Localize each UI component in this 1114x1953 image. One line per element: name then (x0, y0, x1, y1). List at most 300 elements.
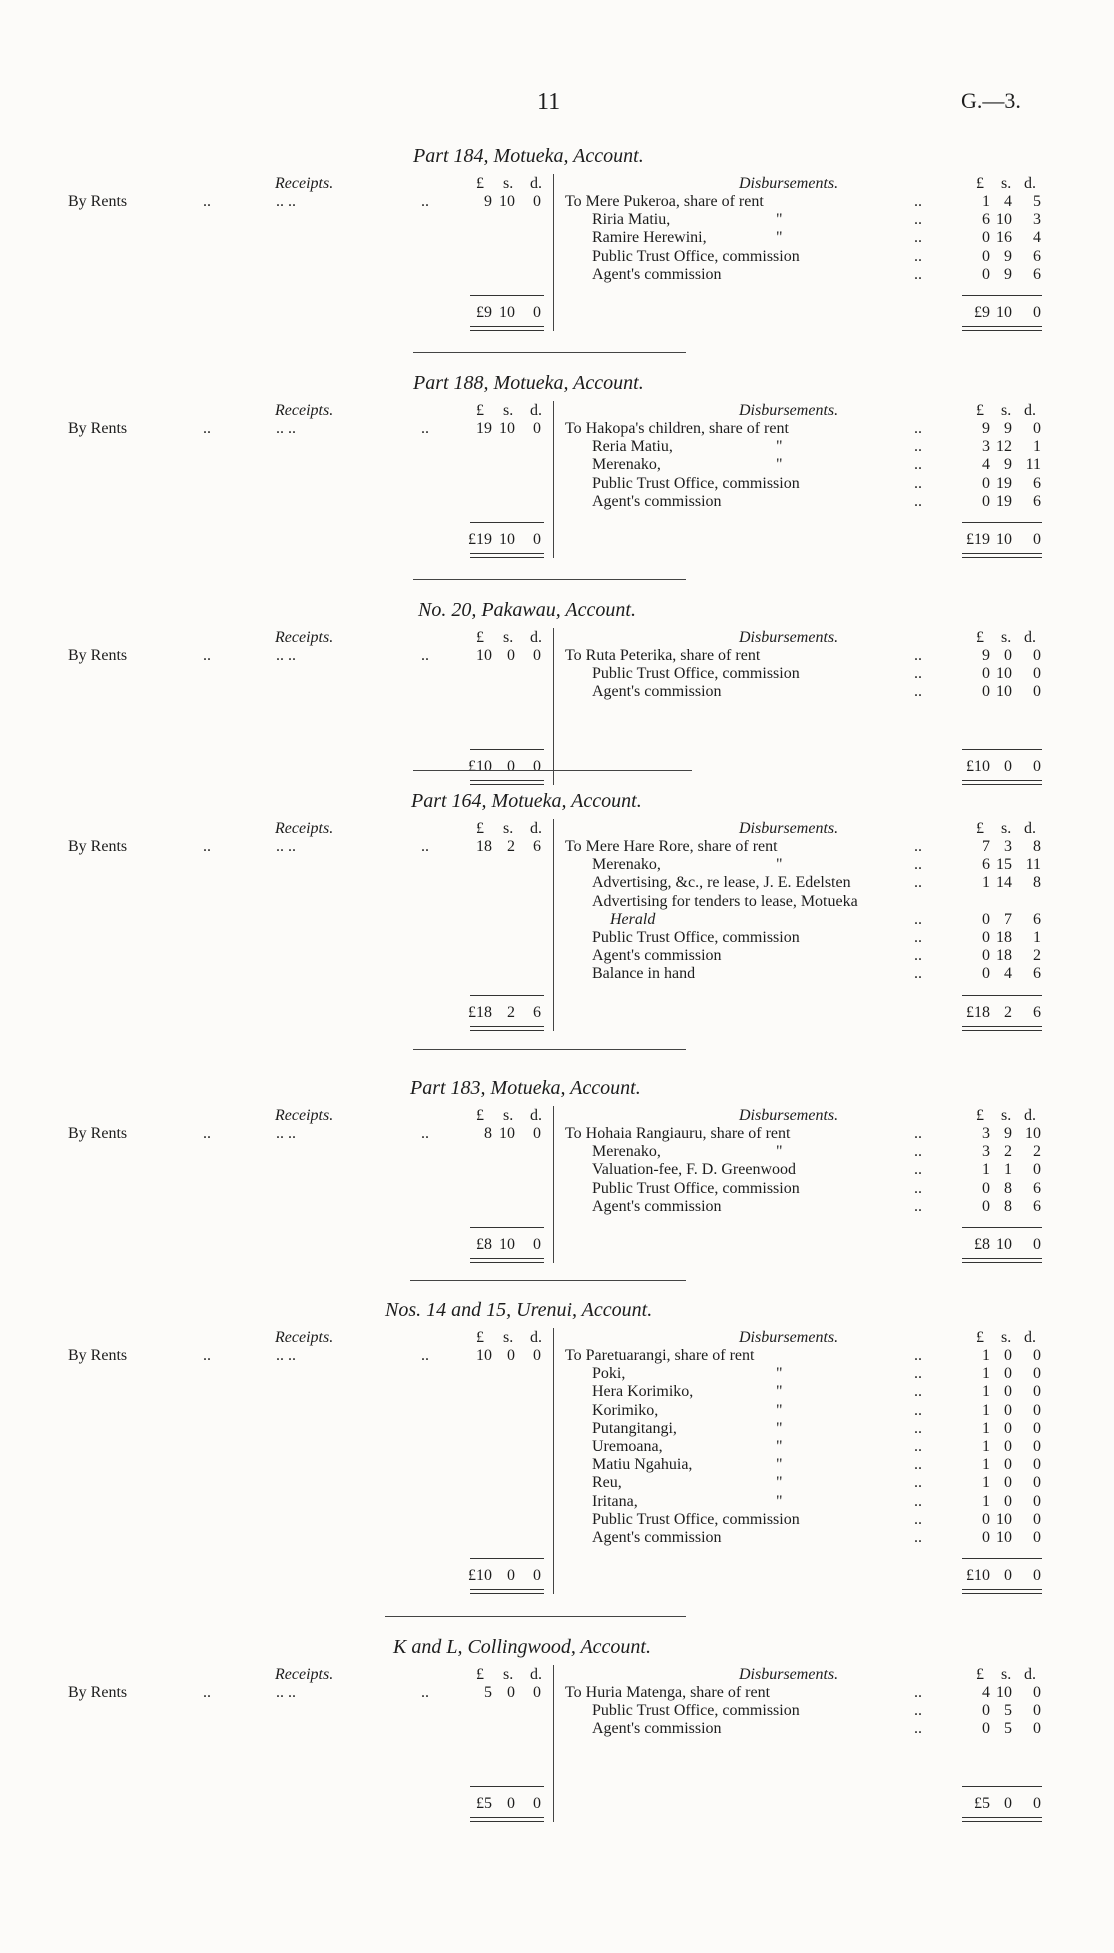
disb-pence: 0 (1033, 665, 1041, 683)
leader-dots: .. (914, 1401, 922, 1419)
disb-pence: 6 (1033, 965, 1041, 983)
sum-rule (962, 1786, 1042, 1787)
disbursement-text: Riria Matiu, (592, 211, 671, 229)
disb-pounds: 0 (982, 492, 990, 510)
disb-shilling-header: s. (1001, 402, 1012, 419)
disbursement-text: To Huria Matenga, share of rent (565, 1684, 771, 1701)
sum-rule (470, 995, 544, 996)
account-title: Part 184, Motueka, Account. (413, 145, 644, 167)
disb-shillings: 9 (1004, 420, 1012, 437)
sum-rule (470, 749, 544, 750)
receipts-header: Receipts. (275, 175, 334, 192)
disb-pound-header: £ (976, 1666, 984, 1683)
disb-pence-header: d. (1024, 175, 1036, 192)
disb-pounds: 0 (982, 683, 990, 701)
total-double-rule (470, 1258, 544, 1263)
disbursement-text: Putangitangi, (592, 1419, 677, 1437)
receipt-pence-header: d. (530, 1107, 542, 1124)
leader-dots: .. .. (276, 647, 296, 664)
receipts-header: Receipts. (275, 820, 334, 837)
disbursement-text: Poki, (592, 1365, 626, 1383)
disb-total-pence: 0 (1033, 1795, 1041, 1812)
disb-shillings: 16 (996, 229, 1012, 247)
receipt-pounds: 9 (484, 193, 492, 210)
receipt-shilling-header: s. (503, 629, 514, 646)
disb-pound-header: £ (976, 175, 984, 192)
disb-shillings: 4 (1004, 965, 1012, 983)
ditto-mark: " (776, 229, 783, 247)
disb-pence-header: d. (1024, 1666, 1036, 1683)
disb-shillings: 4 (1004, 193, 1012, 210)
disbursement-text: Reu, (592, 1474, 622, 1492)
disb-pence: 0 (1033, 1492, 1041, 1510)
disbursement-text: To Mere Pukeroa, share of rent (565, 193, 764, 210)
leader-dots: .. (914, 1419, 922, 1437)
disb-shilling-header: s. (1001, 1329, 1012, 1346)
receipt-total-pence: 6 (533, 1003, 541, 1021)
disb-pounds: 0 (982, 910, 990, 928)
column-divider (553, 819, 554, 1031)
disb-pounds: 0 (982, 1720, 990, 1738)
sum-rule (962, 295, 1042, 296)
disb-pounds: 3 (982, 438, 990, 456)
disb-pounds: 0 (982, 1529, 990, 1546)
account-separator (413, 1049, 686, 1050)
disb-pence: 2 (1033, 1143, 1041, 1161)
disbursements-header: Disbursements. (739, 1107, 839, 1124)
leader-dots: .. (914, 965, 922, 983)
leader-dots: .. (914, 1197, 922, 1215)
disb-total-pence: 0 (1033, 1567, 1041, 1585)
receipt-pound-header: £ (476, 820, 484, 837)
receipt-total-pounds: £10 (468, 1567, 492, 1585)
leader-dots: .. (914, 1179, 922, 1197)
ditto-mark: " (776, 1365, 783, 1383)
total-double-rule (470, 1817, 544, 1822)
receipt-total-pounds: £18 (468, 1003, 492, 1021)
disbursements-header: Disbursements. (739, 1329, 839, 1346)
disb-shillings: 0 (1004, 1365, 1012, 1383)
receipt-pence-header: d. (530, 1329, 542, 1346)
receipt-pence-header: d. (530, 1666, 542, 1683)
disb-shillings: 19 (996, 492, 1012, 510)
disb-pounds: 0 (982, 1702, 990, 1720)
receipt-label: By Rents (68, 193, 128, 210)
column-divider (553, 401, 554, 558)
disb-pounds: 0 (982, 265, 990, 283)
leader-dots: .. (914, 438, 922, 456)
disb-pence: 6 (1033, 1197, 1041, 1215)
disbursements-header: Disbursements. (739, 629, 839, 646)
disb-pounds: 1 (982, 874, 990, 892)
receipt-pence-header: d. (530, 402, 542, 419)
leader-dots: .. (914, 247, 922, 265)
disbursement-text: Public Trust Office, commission (592, 1179, 800, 1197)
disb-shillings: 8 (1004, 1197, 1012, 1215)
disb-pounds: 0 (982, 1179, 990, 1197)
receipt-pence: 0 (533, 1125, 541, 1142)
disb-shillings: 9 (1004, 1125, 1012, 1142)
disb-pounds: 9 (982, 420, 990, 437)
receipts-header: Receipts. (275, 1107, 334, 1124)
disb-pence: 6 (1033, 265, 1041, 283)
disb-pence: 0 (1033, 683, 1041, 701)
disb-shilling-header: s. (1001, 1107, 1012, 1124)
account-title: K and L, Collingwood, Account. (393, 1636, 651, 1658)
disb-pounds: 1 (982, 1401, 990, 1419)
disb-shillings: 10 (996, 683, 1012, 701)
leader-dots: .. (914, 1702, 922, 1720)
disb-pound-header: £ (976, 1329, 984, 1346)
disb-total-shillings: 10 (996, 531, 1012, 548)
disb-shillings: 3 (1004, 838, 1012, 855)
leader-dots: .. (914, 211, 922, 229)
disb-pence: 0 (1033, 1529, 1041, 1546)
receipt-shillings: 10 (499, 193, 515, 210)
disbursement-text: Iritana, (592, 1492, 638, 1510)
disbursement-text-continued: Advertising for tenders to lease, Motueka (592, 892, 858, 910)
receipt-total-shillings: 0 (507, 758, 515, 775)
leader-dots: .. (914, 1383, 922, 1401)
disb-total-pence: 0 (1033, 1236, 1041, 1253)
disb-pence: 11 (1025, 456, 1041, 474)
disb-total-shillings: 0 (1004, 758, 1012, 775)
leader-dots: .. (203, 420, 211, 437)
disb-pence: 0 (1033, 647, 1041, 664)
receipt-total-pounds: £8 (476, 1236, 492, 1253)
leader-dots: .. (914, 665, 922, 683)
disb-pounds: 1 (982, 1492, 990, 1510)
disb-shillings: 0 (1004, 647, 1012, 664)
receipt-pound-header: £ (476, 175, 484, 192)
disb-shillings: 10 (996, 1510, 1012, 1528)
disb-pence: 6 (1033, 1179, 1041, 1197)
disb-pounds: 1 (982, 1383, 990, 1401)
disb-pounds: 1 (982, 193, 990, 210)
receipt-shilling-header: s. (503, 175, 514, 192)
leader-dots: .. .. (276, 1347, 296, 1364)
disbursement-text: Public Trust Office, commission (592, 474, 800, 492)
disb-shillings: 0 (1004, 1492, 1012, 1510)
disb-pence: 0 (1033, 1456, 1041, 1474)
receipts-header: Receipts. (275, 402, 334, 419)
disb-total-pounds: £8 (974, 1236, 990, 1253)
leader-dots: .. (914, 1684, 922, 1701)
disb-pounds: 3 (982, 1143, 990, 1161)
leader-dots: .. (914, 1456, 922, 1474)
disb-pence: 1 (1033, 438, 1041, 456)
receipt-shillings: 10 (499, 420, 515, 437)
account-title: Nos. 14 and 15, Urenui, Account. (385, 1299, 653, 1321)
disb-shillings: 0 (1004, 1474, 1012, 1492)
disb-shillings: 9 (1004, 247, 1012, 265)
disb-pounds: 0 (982, 665, 990, 683)
leader-dots: .. (203, 647, 211, 664)
ditto-mark: " (776, 1419, 783, 1437)
leader-dots: .. (421, 647, 429, 664)
disb-pounds: 4 (982, 1684, 990, 1701)
sum-rule (962, 1227, 1042, 1228)
disb-pounds: 0 (982, 929, 990, 946)
column-divider (553, 1106, 554, 1263)
disbursement-text: Valuation-fee, F. D. Greenwood (592, 1161, 796, 1179)
receipt-total-pounds: £19 (468, 531, 492, 548)
disb-shillings: 5 (1004, 1702, 1012, 1720)
disbursement-text: Agent's commission (592, 1720, 722, 1738)
disb-pence: 6 (1033, 474, 1041, 492)
disb-pence: 0 (1033, 1474, 1041, 1492)
receipt-shillings: 0 (507, 647, 515, 664)
receipt-total-shillings: 2 (507, 1003, 515, 1021)
sum-rule (470, 1786, 544, 1787)
sum-rule (470, 295, 544, 296)
disb-pence: 2 (1033, 947, 1041, 965)
disb-pence: 6 (1033, 247, 1041, 265)
disb-total-pence: 0 (1033, 304, 1041, 321)
disb-pence: 8 (1033, 838, 1041, 855)
disb-pounds: 1 (982, 1419, 990, 1437)
disb-pence: 0 (1033, 1365, 1041, 1383)
receipt-pound-header: £ (476, 1107, 484, 1124)
disb-pence: 0 (1033, 1401, 1041, 1419)
account-title: Part 164, Motueka, Account. (411, 790, 642, 812)
disb-shillings: 18 (996, 929, 1012, 946)
column-divider (553, 628, 554, 785)
receipt-pound-header: £ (476, 402, 484, 419)
receipt-label: By Rents (68, 420, 128, 437)
receipt-pence: 0 (533, 647, 541, 664)
receipt-shillings: 2 (507, 838, 515, 855)
disb-pence: 0 (1033, 1702, 1041, 1720)
disb-shillings: 2 (1004, 1143, 1012, 1161)
leader-dots: .. (914, 1474, 922, 1492)
disb-total-pounds: £9 (974, 304, 990, 321)
disbursements-header: Disbursements. (739, 402, 839, 419)
disb-pounds: 9 (982, 647, 990, 664)
disb-pounds: 1 (982, 1456, 990, 1474)
leader-dots: .. (914, 265, 922, 283)
disb-pence-header: d. (1024, 820, 1036, 837)
total-double-rule (962, 1026, 1042, 1031)
disb-pence: 5 (1033, 193, 1041, 210)
receipt-pence: 0 (533, 1347, 541, 1364)
receipt-total-pence: 0 (533, 1795, 541, 1812)
leader-dots: .. (203, 1125, 211, 1142)
receipt-pence: 6 (533, 838, 541, 855)
disb-shillings: 9 (1004, 265, 1012, 283)
receipts-header: Receipts. (275, 1329, 334, 1346)
receipt-total-pence: 0 (533, 1236, 541, 1253)
ditto-mark: " (776, 1492, 783, 1510)
leader-dots: .. (914, 910, 922, 928)
disb-pounds: 0 (982, 1197, 990, 1215)
disb-pounds: 4 (982, 456, 990, 474)
receipt-total-pounds: £5 (476, 1795, 492, 1812)
leader-dots: .. (203, 1347, 211, 1364)
disbursement-text: Ramire Herewini, (592, 229, 707, 247)
receipts-header: Receipts. (275, 629, 334, 646)
leader-dots: .. (914, 492, 922, 510)
disbursement-text: Advertising, &c., re lease, J. E. Edelsten (592, 874, 851, 892)
disb-shillings: 15 (996, 856, 1012, 874)
disb-total-shillings: 2 (1004, 1003, 1012, 1021)
disbursement-text: Public Trust Office, commission (592, 247, 800, 265)
disb-pounds: 7 (982, 838, 990, 855)
leader-dots: .. (914, 456, 922, 474)
disb-shillings: 8 (1004, 1179, 1012, 1197)
ditto-mark: " (776, 211, 783, 229)
disb-pence: 0 (1033, 1383, 1041, 1401)
disb-shillings: 10 (996, 665, 1012, 683)
leader-dots: .. (914, 1365, 922, 1383)
disbursement-text: Korimiko, (592, 1401, 659, 1419)
total-double-rule (962, 780, 1042, 785)
disb-shillings: 9 (1004, 456, 1012, 474)
receipt-pound-header: £ (476, 1329, 484, 1346)
leader-dots: .. (914, 838, 922, 855)
receipt-total-pence: 0 (533, 758, 541, 775)
disb-shilling-header: s. (1001, 175, 1012, 192)
ditto-mark: " (776, 1474, 783, 1492)
receipt-pounds: 10 (476, 647, 492, 664)
disb-total-pounds: £10 (966, 1567, 990, 1585)
disb-pence: 6 (1033, 492, 1041, 510)
disb-shillings: 10 (996, 1529, 1012, 1546)
disb-pence: 0 (1033, 1438, 1041, 1455)
page-number: 11 (537, 89, 561, 115)
disbursement-text: Agent's commission (592, 492, 722, 510)
disbursement-text: To Hohaia Rangiauru, share of rent (565, 1125, 791, 1142)
total-double-rule (962, 1589, 1042, 1594)
receipt-label: By Rents (68, 1125, 128, 1142)
disb-shillings: 0 (1004, 1401, 1012, 1419)
disb-pence: 0 (1033, 1347, 1041, 1364)
disbursement-text: Merenako, (592, 1143, 661, 1161)
disb-shillings: 14 (996, 874, 1012, 892)
disbursements-header: Disbursements. (739, 175, 839, 192)
disb-total-pence: 0 (1033, 758, 1041, 775)
receipt-total-shillings: 0 (507, 1567, 515, 1585)
ditto-mark: " (776, 1383, 783, 1401)
leader-dots: .. (203, 193, 211, 210)
disb-shillings: 10 (996, 1684, 1012, 1701)
account-separator (413, 770, 692, 771)
disbursement-text: Agent's commission (592, 1529, 722, 1546)
receipt-label: By Rents (68, 647, 128, 664)
disb-pence: 8 (1033, 874, 1041, 892)
disb-shillings: 10 (996, 211, 1012, 229)
disbursement-text: Uremoana, (592, 1438, 663, 1455)
receipt-label: By Rents (68, 1684, 128, 1701)
disbursement-text: Public Trust Office, commission (592, 1510, 800, 1528)
ditto-mark: " (776, 1143, 783, 1161)
account-title: No. 20, Pakawau, Account. (418, 599, 636, 621)
disb-shillings: 0 (1004, 1383, 1012, 1401)
receipt-pound-header: £ (476, 1666, 484, 1683)
leader-dots: .. (914, 193, 922, 210)
receipt-total-pence: 0 (533, 531, 541, 548)
disb-total-shillings: 0 (1004, 1795, 1012, 1812)
receipt-total-shillings: 10 (499, 531, 515, 548)
receipt-shilling-header: s. (503, 820, 514, 837)
receipt-label: By Rents (68, 1347, 128, 1364)
disb-total-pence: 6 (1033, 1003, 1041, 1021)
leader-dots: .. .. (276, 193, 296, 210)
receipt-total-pounds: £10 (468, 758, 492, 775)
disb-pence: 6 (1033, 910, 1041, 928)
disbursement-text: Agent's commission (592, 947, 722, 965)
receipt-pounds: 10 (476, 1347, 492, 1364)
leader-dots: .. (203, 1684, 211, 1701)
receipt-total-shillings: 10 (499, 304, 515, 321)
disb-pence: 0 (1033, 1684, 1041, 1701)
disb-pounds: 1 (982, 1438, 990, 1455)
disbursement-text: Hera Korimiko, (592, 1383, 694, 1401)
disb-pence: 0 (1033, 420, 1041, 437)
disbursement-text: Balance in hand (592, 965, 696, 983)
account-title: Part 188, Motueka, Account. (413, 372, 644, 394)
disb-pounds: 1 (982, 1347, 990, 1364)
leader-dots: .. (914, 420, 922, 437)
leader-dots: .. (421, 1684, 429, 1701)
ditto-mark: " (776, 1401, 783, 1419)
receipt-shillings: 0 (507, 1347, 515, 1364)
disbursement-text: Public Trust Office, commission (592, 1702, 800, 1720)
disb-total-pence: 0 (1033, 531, 1041, 548)
receipt-shillings: 10 (499, 1125, 515, 1142)
disb-pounds: 0 (982, 474, 990, 492)
account-title: Part 183, Motueka, Account. (410, 1077, 641, 1099)
receipt-total-pence: 0 (533, 304, 541, 321)
leader-dots: .. (914, 683, 922, 701)
receipt-total-pounds: £9 (476, 304, 492, 321)
disb-pence: 10 (1025, 1125, 1041, 1142)
leader-dots: .. (421, 193, 429, 210)
receipt-pounds: 5 (484, 1684, 492, 1701)
receipt-total-shillings: 0 (507, 1795, 515, 1812)
disb-pound-header: £ (976, 629, 984, 646)
sum-rule (470, 1558, 544, 1559)
disb-pence: 11 (1025, 856, 1041, 874)
leader-dots: .. (914, 1492, 922, 1510)
leader-dots: .. (421, 838, 429, 855)
disb-pounds: 3 (982, 1125, 990, 1142)
disb-shillings: 19 (996, 474, 1012, 492)
leader-dots: .. (914, 647, 922, 664)
disb-pounds: 0 (982, 247, 990, 265)
column-divider (553, 1665, 554, 1822)
leader-dots: .. (203, 838, 211, 855)
disbursement-text: Matiu Ngahuia, (592, 1456, 693, 1474)
disb-shilling-header: s. (1001, 629, 1012, 646)
receipt-pence: 0 (533, 420, 541, 437)
leader-dots: .. .. (276, 1684, 296, 1701)
sum-rule (470, 522, 544, 523)
disb-shilling-header: s. (1001, 1666, 1012, 1683)
disb-pence: 3 (1033, 211, 1041, 229)
leader-dots: .. (421, 1347, 429, 1364)
account-separator (385, 1616, 686, 1617)
leader-dots: .. (914, 856, 922, 874)
disb-pounds: 6 (982, 211, 990, 229)
disb-pounds: 1 (982, 1474, 990, 1492)
sum-rule (962, 995, 1042, 996)
receipt-label: By Rents (68, 838, 128, 855)
disb-pence: 0 (1033, 1510, 1041, 1528)
receipt-pounds: 19 (476, 420, 492, 437)
disb-shillings: 0 (1004, 1456, 1012, 1474)
total-double-rule (470, 553, 544, 558)
